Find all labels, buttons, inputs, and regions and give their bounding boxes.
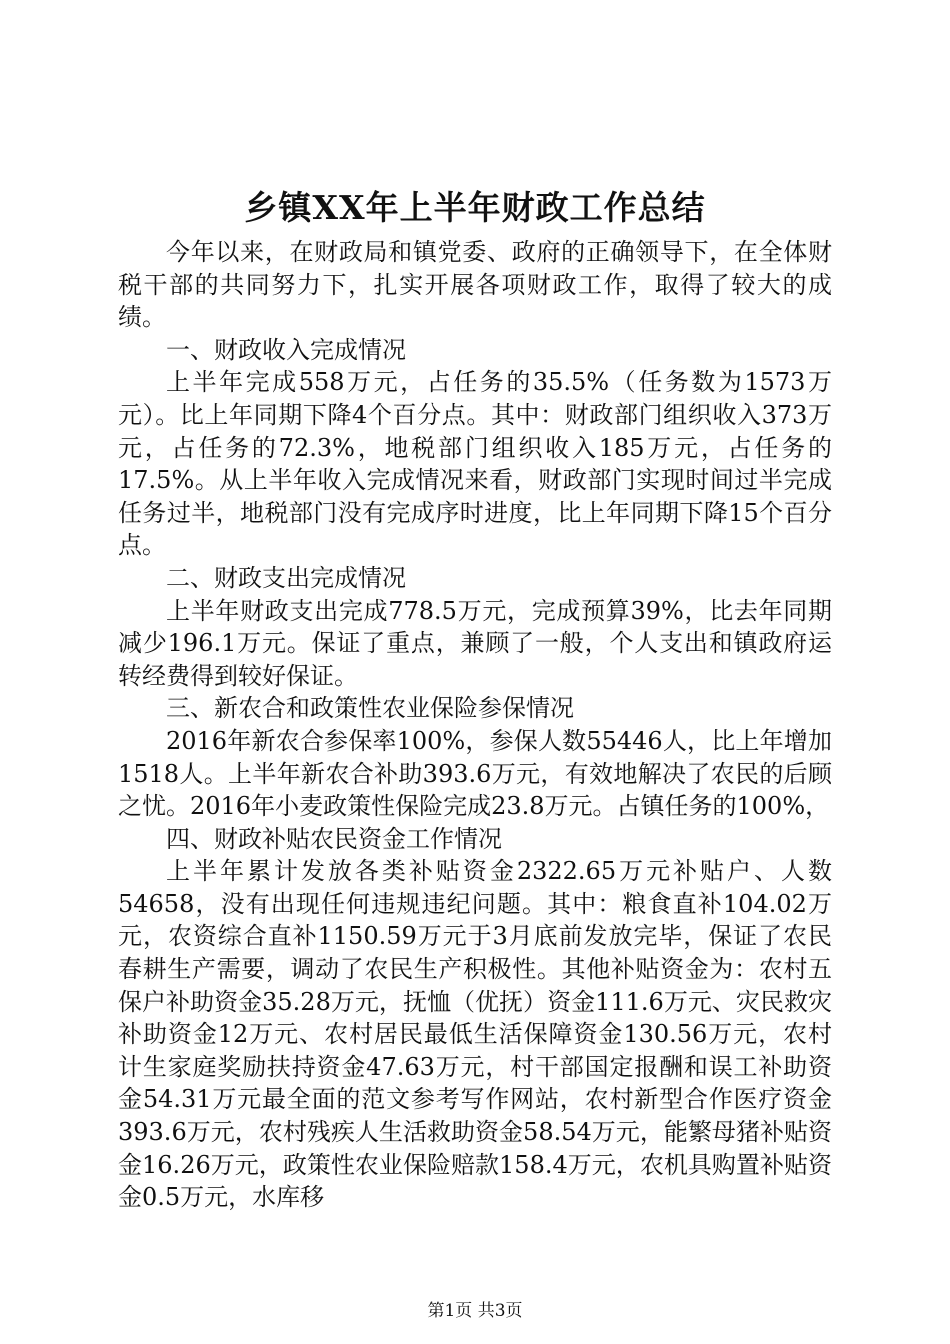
expenditure-paragraph: 上半年财政支出完成778.5万元，完成预算39%，比去年同期减少196.1万元。保证了重点，兼顾了一般，个人支出和镇政府运转经费得到较好保证。 bbox=[118, 596, 832, 690]
section-heading-expenditure: 二、财政支出完成情况 bbox=[166, 563, 406, 592]
page-number-footer: 第1页 共3页 bbox=[427, 1301, 523, 1321]
intro-paragraph: 今年以来，在财政局和镇党委、政府的正确领导下，在全体财税干部的共同努力下，扎实开展各项财政工作，取得了较大的成绩。 bbox=[118, 238, 832, 332]
subsidy-paragraph: 上半年累计发放各类补贴资金2322.65万元补贴户、人数54658，没有出现任何违规违纪问题。其中：粮食直补104.02万元，农资综合直补1150.59万元于3月底前发放完毕，保证了农民春耕生产需要，调动了农民生产积极性。其他补贴资金为：农村五保户补助资金35.28万元，抚恤（优抚）资金111.6万元、灾民救灾补助资金12万元、农村居民最低生活保障资金130.56万元，农村计生家庭奖励扶持资金47.63万元，村干部国定报酬和误工补助资金54.31万元最全面的范文参考写作网站，农村新型合作医疗资金393.6万元，农村残疾人生活救助资金58.54万元，能繁母猪补贴资金16.26万元，政策性农业保险赔款158.4万元，农机具购置补贴资金0.5万元，水库移 bbox=[118, 857, 832, 1212]
document-body bbox=[118, 236, 832, 1214]
section-heading-revenue: 一、财政收入完成情况 bbox=[166, 335, 406, 364]
revenue-paragraph: 上半年完成558万元，占任务的35.5%（任务数为1573万元）。比上年同期下降4个百分点。其中：财政部门组织收入373万元，占任务的72.3%，地税部门组织收入185万元，占任务的17.5%。从上半年收入完成情况来看，财政部门实现时间过半完成任务过半，地税部门没有完成序时进度，比上年同期下降15个百分点。 bbox=[118, 368, 832, 560]
section-heading-insurance: 三、新农合和政策性农业保险参保情况 bbox=[166, 694, 574, 723]
insurance-paragraph: 2016年新农合参保率100%，参保人数55446人，比上年增加1518人。上半年新农合补助393.6万元，有效地解决了农民的后顾之忧。2016年小麦政策性保险完成23.8万元。占镇任务的100%， bbox=[118, 726, 832, 821]
section-heading-subsidy: 四、财政补贴农民资金工作情况 bbox=[166, 824, 502, 853]
document-title: 乡镇XX年上半年财政工作总结 bbox=[244, 188, 706, 227]
